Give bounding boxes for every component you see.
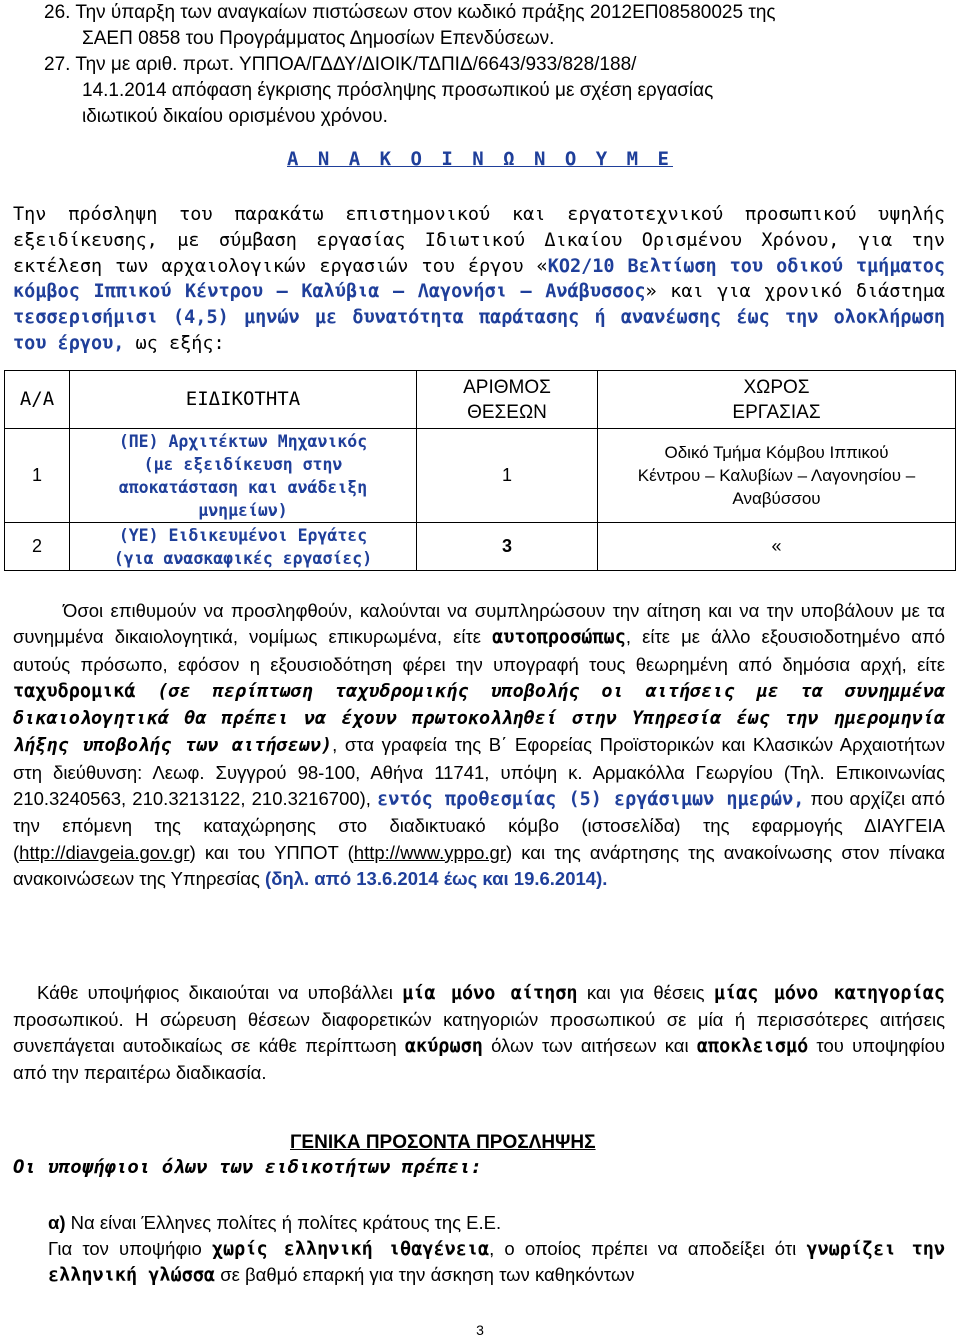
row1-aa: 1 (5, 429, 70, 523)
postal-note: (σε περίπτωση ταχυδρομικής υποβολής οι αιτήσεις με τα συνημμένα δικαιολογητικά θα πρέπει να έχουν πρωτοκολληθεί στην Υπηρεσία έως την ημερομηνία λήξης υποβολής των αιτήσεων) (13, 680, 945, 757)
item-27-line1: 27. Την με αριθ. πρωτ. ΥΠΠΟΑ/ΓΔΔΥ/ΔΙΟΙΚ/ΤΔΠΙΔ/6643/933/828/188/ (44, 54, 637, 75)
row1-specialty: (ΠΕ) Αρχιτέκτων Μηχανικός (με εξειδίκευση στην αποκατάσταση και ανάδειξη μνημείων) (70, 429, 417, 523)
table-row (5, 429, 956, 523)
header-place: ΧΩΡΟΣ ΕΡΓΑΣΙΑΣ (598, 371, 956, 429)
diavgeia-link[interactable]: http://diavgeia.gov.gr (19, 841, 190, 863)
deadline-text: εντός προθεσμίας (5) εργάσιμων ημερών, (377, 789, 805, 811)
row1-positions: 1 (417, 429, 598, 523)
row2-specialty: (ΥΕ) Ειδικευμένοι Εργάτες (για ανασκαφικές εργασίες) (70, 523, 417, 571)
table-header-row (5, 371, 956, 429)
intro-text-2: » και για χρονικό διάστημα (645, 281, 945, 303)
greek-language-term: γνωρίζει την ελληνική γλώσσα (48, 1238, 945, 1286)
row1-place: Οδικό Τμήμα Κόμβου Ιππικού Κέντρου – Καλυβίων – Λαγονησίου – Αναβύσσου (598, 429, 956, 523)
one-application-term: μία μόνο αίτηση (402, 983, 578, 1004)
condition-a-label: α) (48, 1212, 66, 1233)
qualification-conditions (48, 1210, 945, 1289)
one-category-term: μίας μόνο κατηγορίας (713, 983, 945, 1004)
submission-dates: (δηλ. από 13.6.2014 έως και 19.6.2014). (265, 867, 608, 889)
row2-aa: 2 (5, 523, 70, 571)
item-26-line1: 26. Την ύπαρξη των αναγκαίων πιστώσεων στον κωδικό πράξης 2012ΕΠ08580025 της (44, 2, 776, 23)
no-greek-citizenship-term: χωρίς ελληνική ιθαγένεια (211, 1238, 490, 1260)
postal-term: ταχυδρομικά (13, 680, 136, 702)
intro-paragraph (13, 202, 945, 357)
yppo-link[interactable]: http://www.yppo.gr (353, 841, 506, 863)
item-27-line2: 14.1.2014 απόφαση έγκρισης πρόσληψης προσωπικού με σχέση εργασίας (82, 80, 714, 101)
intro-text-3: ως εξής: (124, 332, 225, 354)
general-qualifications-subtitle: Οι υποψήφιοι όλων των ειδικοτήτων πρέπει: (13, 1156, 482, 1178)
cancellation-term: ακύρωση (404, 1036, 483, 1057)
project-title: ΚΟ2/10 Βελτίωση του οδικού τμήματος κόμβος Ιππικού Κέντρου – Καλύβια – Λαγονήσι – Ανάβυσσος (13, 255, 946, 303)
row2-place: « (598, 523, 956, 571)
previous-items (44, 0, 944, 130)
table-row (5, 523, 956, 571)
announcement-heading: Α Ν Α Κ Ο Ι Ν Ω Ν Ο Υ Μ Ε (287, 148, 673, 170)
header-specialty: ΕΙΔΙΚΟΤΗΤΑ (70, 371, 417, 429)
header-positions: ΑΡΙΘΜΟΣ ΘΕΣΕΩΝ (417, 371, 598, 429)
page-number: 3 (476, 1322, 484, 1338)
condition-a: α) Να είναι Έλληνες πολίτες ή πολίτες κράτους της Ε.Ε. (48, 1212, 502, 1233)
contract-duration: τεσσερισήμισι (4,5) μηνών με δυνατότητα παράτασης ή ανανέωσης έως την ολοκλήρωση του έργου, (13, 307, 945, 354)
condition-language: Για τον υποψήφιο χωρίς ελληνική ιθαγένεια, ο οποίος πρέπει να αποδείξει ότι γνωρίζει την ελληνική γλώσσα σε βαθμό επαρκή για την άσκηση των καθηκόντων (48, 1237, 945, 1286)
single-application-paragraph: Κάθε υποψήφιος δικαιούται να υποβάλλει μία μόνο αίτηση και για θέσεις μίας μόνο κατηγορίας προσωπικού. Η σώρευση θέσεων διαφορετικών κατηγοριών προσωπικού σε μία ή περισσότερες αιτήσεις συνεπάγεται αυτοδικαίως σε κάθε περίπτωση ακύρωση όλων των αιτήσεων και αποκλεισμό του υποψηφίου από την περαιτέρω διαδικασία. (13, 982, 945, 1083)
item-27-line3: ιδιωτικού δικαίου ορισμένου χρόνου. (82, 106, 388, 127)
intro-text-1: Την πρόσληψη του παρακάτω επιστημονικού και εργατοτεχνικού προσωπικού υψηλής εξειδίκευσης, με σύμβαση εργασίας Ιδιωτικού Δικαίου Ορισμένου Χρόνου, για την εκτέλεση των αρχαιολογικών εργασιών του έργου « (13, 204, 945, 277)
positions-table (4, 370, 956, 571)
item-26-line2: ΣΑΕΠ 0858 του Προγράμματος Δημοσίων Επενδύσεων. (82, 28, 555, 49)
submission-paragraph: Όσοι επιθυμούν να προσληφθούν, καλούνται να συμπληρώσουν την αίτηση και να την υποβάλουν με τα συνημμένα δικαιολογητικά, νομίμως επικυρωμένα, είτε αυτοπροσώπως, είτε με άλλο εξουσιοδοτημένο από αυτούς πρόσωπο, εφόσον η εξουσιοδότηση φέρει την υπογραφή τους θεωρημένη από δημόσια αρχή, είτε ταχυδρομικά (σε περίπτωση ταχυδρομικής υποβολής οι αιτήσεις με τα συνημμένα δικαιολογητικά θα πρέπει να έχουν πρωτοκολληθεί στην Υπηρεσία έως την ημερομηνία λήξης υποβολής των αιτήσεων), στα γραφεία της Β΄ Εφορείας Προϊστορικών και Κλασικών Αρχαιοτήτων στη διεύθυνση: Λεωφ. Συγγρού 98-100, Αθήνα 11741, υπόψη κ. Αρμακόλλα Γεωργίου (Τηλ. Επικοινωνίας 210.3240563, 210.3213122, 210.3216700), εντός προθεσμίας (5) εργάσιμων ημερών, που αρχίζει από την επόμενη της καταχώρησης στο διαδικτυακό κόμβο (ιστοσελίδα) της εφαρμογής ΔΙΑΥΓΕΙΑ (http://diavgeia.gov.gr) και του ΥΠΠΟΤ (http://www.yppo.gr) και της ανάρτησης της ανακοίνωσης στον πίνακα ανακοινώσεων της Υπηρεσίας (δηλ. από 13.6.2014 έως και 19.6.2014). (13, 600, 945, 889)
in-person-term: αυτοπροσώπως (492, 627, 626, 649)
header-aa: Α/Α (5, 371, 70, 429)
row2-positions: 3 (417, 523, 598, 571)
general-qualifications-title: ΓΕΝΙΚΑ ΠΡΟΣΟΝΤΑ ΠΡΟΣΛΗΨΗΣ (290, 1132, 596, 1153)
exclusion-term: αποκλεισμό (696, 1036, 809, 1057)
